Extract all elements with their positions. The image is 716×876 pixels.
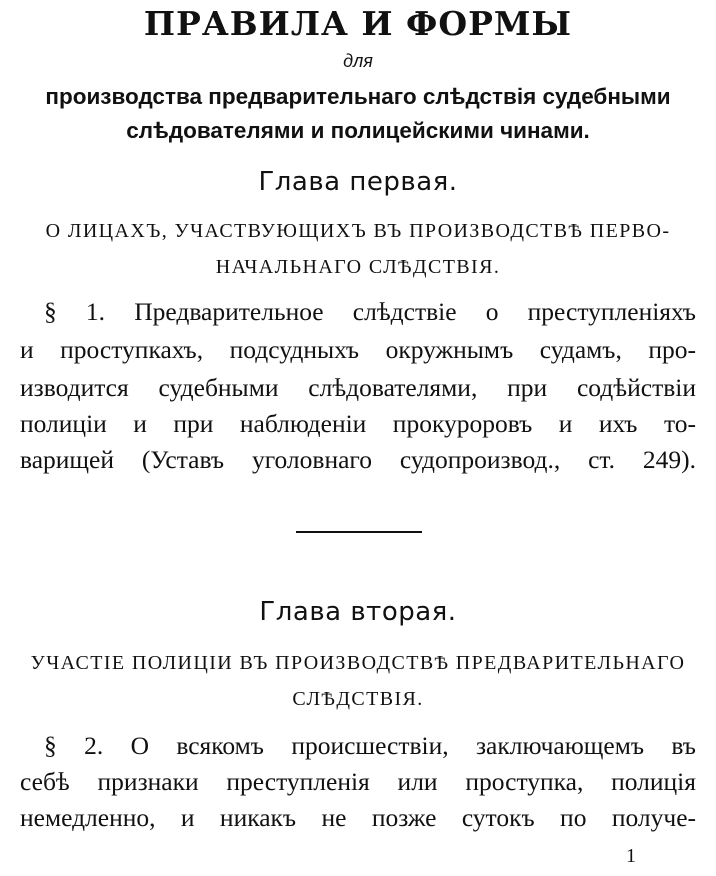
paragraph-2-line-1: § 2. О всякомъ происшествіи, заключающемъ въ (44, 731, 696, 760)
paragraph-2-line-3: немедленно, и никакъ не позже сутокъ по получе- (20, 803, 696, 832)
paragraph-1-line-5: варищей (Уставъ уголовнаго судопроизвод., ст. 249). (20, 445, 696, 474)
paragraph-1-line-3: изводится судебными слѣдователями, при содѣйствіи (20, 373, 696, 402)
page-number: 1 (626, 845, 636, 867)
chapter-2-heading: Глава вторая. (259, 597, 457, 627)
paragraph-1-line-1: § 1. Предварительное слѣдствіе о преступленіяхъ (44, 297, 696, 326)
chapter-1-caption-line-1: О ЛИЦАХЪ, УЧАСТВУЮЩИХЪ ВЪ ПРОИЗВОДСТВѢ ПЕРВО- (45, 220, 671, 242)
chapter-1-heading: Глава первая. (258, 167, 458, 197)
chapter-2-caption-line-1: УЧАСТІЕ ПОЛИЦІИ ВЪ ПРОИЗВОДСТВѢ ПРЕДВАРИТЕЛЬНАГО (30, 652, 686, 674)
section-divider (296, 531, 422, 533)
chapter-2-caption-line-2: СЛѢДСТВІЯ. (292, 688, 424, 710)
document-title: ПРАВИЛА И ФОРМЫ (143, 4, 573, 43)
title-preposition: для (343, 51, 373, 71)
paragraph-1-line-4: полиціи и при наблюденіи прокуроровъ и ихъ то- (20, 409, 696, 438)
paragraph-1-line-2: и проступкахъ, подсудныхъ окружнымъ судамъ, про- (20, 335, 696, 364)
subtitle-line-1: производства предварительнаго слѣдствія судебными (45, 84, 671, 109)
chapter-1-caption-line-2: НАЧАЛЬНАГО СЛѢДСТВІЯ. (215, 256, 501, 278)
paragraph-2-line-2: себѣ признаки преступленія или проступка, полиція (20, 767, 696, 796)
subtitle-line-2: слѣдователями и полицейскими чинами. (126, 118, 590, 143)
